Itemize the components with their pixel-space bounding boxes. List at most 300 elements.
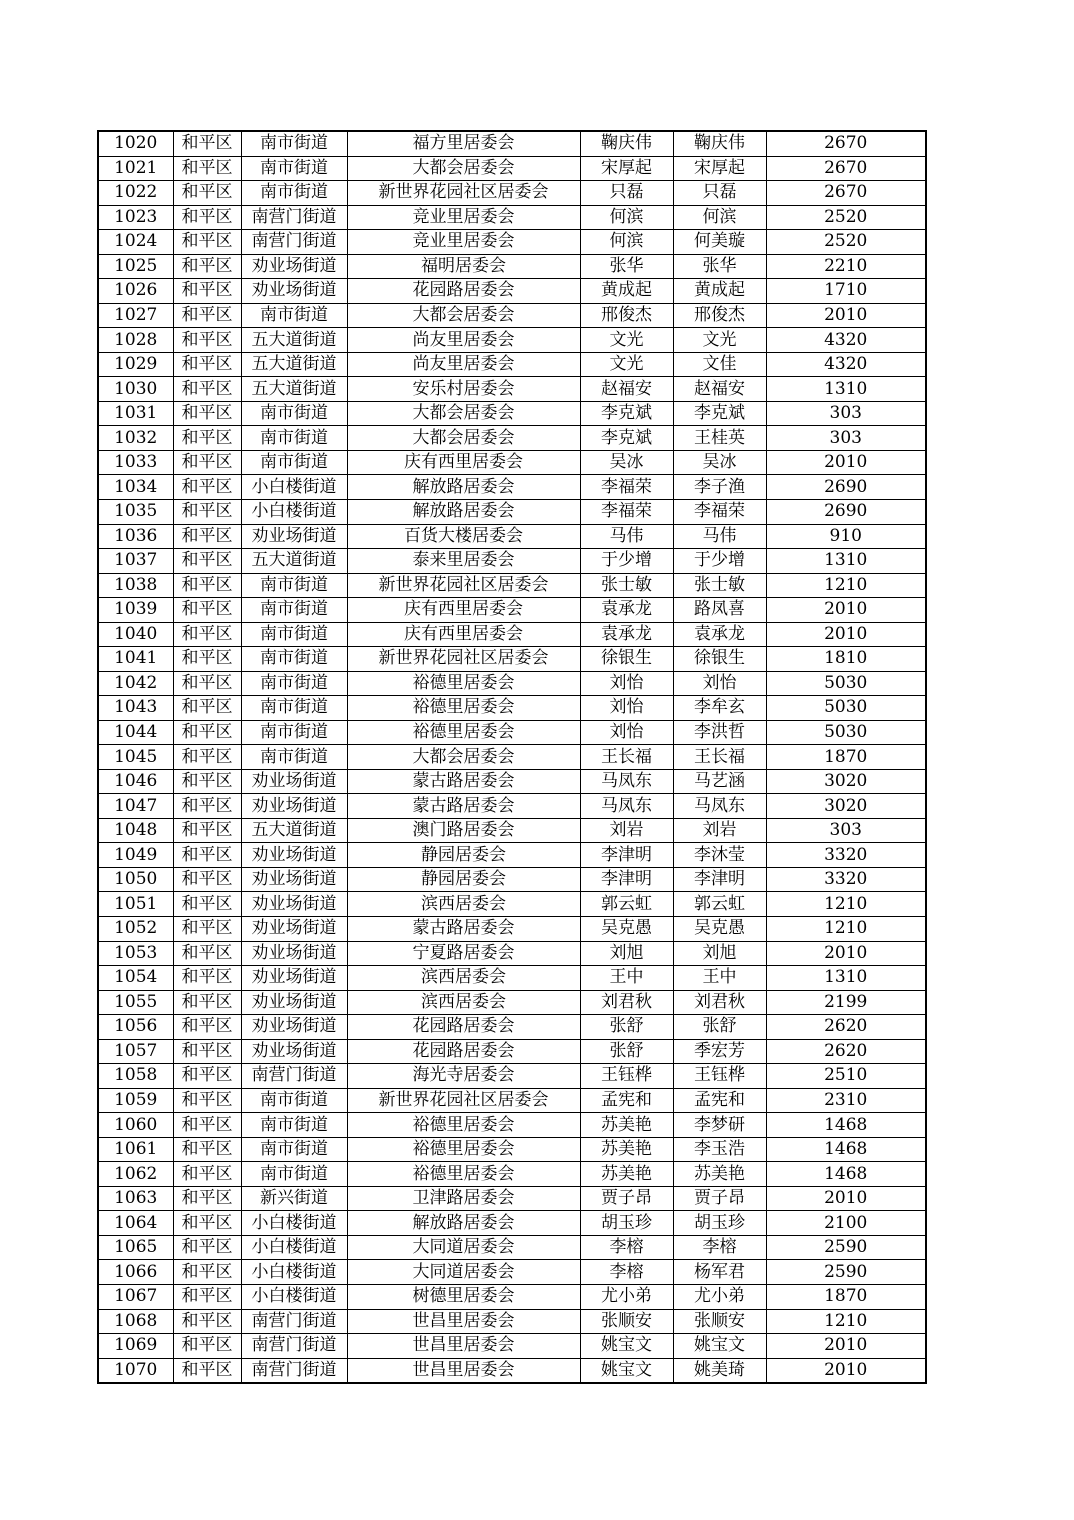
table-row	[98, 254, 926, 279]
member-cell: 尤小弟	[673, 1284, 766, 1309]
street-cell: 南市街道	[241, 450, 347, 475]
table-row	[98, 745, 926, 770]
holder-cell: 苏美艳	[580, 1113, 673, 1138]
committee-cell: 世昌里居委会	[347, 1334, 580, 1359]
row-number-cell: 1023	[98, 205, 173, 230]
street-cell: 五大道街道	[241, 377, 347, 402]
district-cell: 和平区	[173, 622, 241, 647]
district-cell: 和平区	[173, 1334, 241, 1359]
district-cell: 和平区	[173, 1088, 241, 1113]
row-number-cell: 1035	[98, 499, 173, 524]
member-cell: 刘怡	[673, 671, 766, 696]
row-number-cell: 1051	[98, 892, 173, 917]
table-row	[98, 892, 926, 917]
amount-cell: 2010	[766, 598, 926, 623]
member-cell: 李玉浩	[673, 1137, 766, 1162]
amount-cell: 3020	[766, 794, 926, 819]
district-cell: 和平区	[173, 1162, 241, 1187]
table-row	[98, 941, 926, 966]
table-row	[98, 966, 926, 991]
district-cell: 和平区	[173, 917, 241, 942]
row-number-cell: 1033	[98, 450, 173, 475]
street-cell: 南市街道	[241, 647, 347, 672]
holder-cell: 张士敏	[580, 573, 673, 598]
amount-cell: 3320	[766, 843, 926, 868]
district-cell: 和平区	[173, 1137, 241, 1162]
member-cell: 郭云虹	[673, 892, 766, 917]
committee-cell: 大都会居委会	[347, 156, 580, 181]
holder-cell: 李津明	[580, 867, 673, 892]
row-number-cell: 1043	[98, 696, 173, 721]
amount-cell: 2510	[766, 1064, 926, 1089]
row-number-cell: 1034	[98, 475, 173, 500]
table-row	[98, 1039, 926, 1064]
street-cell: 小白楼街道	[241, 1211, 347, 1236]
district-cell: 和平区	[173, 499, 241, 524]
holder-cell: 马凤东	[580, 794, 673, 819]
committee-cell: 泰来里居委会	[347, 549, 580, 574]
amount-cell: 5030	[766, 696, 926, 721]
district-cell: 和平区	[173, 205, 241, 230]
holder-cell: 姚宝文	[580, 1358, 673, 1383]
holder-cell: 袁承龙	[580, 622, 673, 647]
street-cell: 劝业场街道	[241, 892, 347, 917]
row-number-cell: 1062	[98, 1162, 173, 1187]
district-cell: 和平区	[173, 377, 241, 402]
amount-cell: 910	[766, 524, 926, 549]
street-cell: 劝业场街道	[241, 524, 347, 549]
committee-cell: 福方里居委会	[347, 131, 580, 156]
table-body	[98, 131, 926, 1383]
district-cell: 和平区	[173, 867, 241, 892]
district-cell: 和平区	[173, 303, 241, 328]
row-number-cell: 1055	[98, 990, 173, 1015]
table-row	[98, 1088, 926, 1113]
district-cell: 和平区	[173, 450, 241, 475]
street-cell: 小白楼街道	[241, 1284, 347, 1309]
holder-cell: 徐银生	[580, 647, 673, 672]
member-cell: 李子渔	[673, 475, 766, 500]
member-cell: 马艺涵	[673, 769, 766, 794]
street-cell: 南营门街道	[241, 1064, 347, 1089]
committee-cell: 竞业里居委会	[347, 205, 580, 230]
row-number-cell: 1059	[98, 1088, 173, 1113]
member-cell: 于少增	[673, 549, 766, 574]
table-row	[98, 401, 926, 426]
amount-cell: 5030	[766, 671, 926, 696]
row-number-cell: 1047	[98, 794, 173, 819]
row-number-cell: 1036	[98, 524, 173, 549]
amount-cell: 2620	[766, 1039, 926, 1064]
amount-cell: 2210	[766, 254, 926, 279]
row-number-cell: 1042	[98, 671, 173, 696]
street-cell: 劝业场街道	[241, 917, 347, 942]
street-cell: 南市街道	[241, 131, 347, 156]
amount-cell: 2590	[766, 1235, 926, 1260]
committee-cell: 蒙古路居委会	[347, 794, 580, 819]
street-cell: 劝业场街道	[241, 990, 347, 1015]
amount-cell: 2590	[766, 1260, 926, 1285]
row-number-cell: 1054	[98, 966, 173, 991]
amount-cell: 1210	[766, 1309, 926, 1334]
committee-cell: 卫津路居委会	[347, 1186, 580, 1211]
member-cell: 王中	[673, 966, 766, 991]
amount-cell: 2670	[766, 156, 926, 181]
row-number-cell: 1021	[98, 156, 173, 181]
street-cell: 南市街道	[241, 303, 347, 328]
table-row	[98, 377, 926, 402]
street-cell: 劝业场街道	[241, 279, 347, 304]
row-number-cell: 1028	[98, 328, 173, 353]
member-cell: 何美璇	[673, 230, 766, 255]
holder-cell: 邢俊杰	[580, 303, 673, 328]
amount-cell: 2690	[766, 499, 926, 524]
holder-cell: 姚宝文	[580, 1334, 673, 1359]
committee-cell: 花园路居委会	[347, 1015, 580, 1040]
table-row	[98, 622, 926, 647]
table-row	[98, 131, 926, 156]
street-cell: 南市街道	[241, 573, 347, 598]
street-cell: 南营门街道	[241, 1358, 347, 1383]
district-cell: 和平区	[173, 1235, 241, 1260]
member-cell: 姚宝文	[673, 1334, 766, 1359]
district-cell: 和平区	[173, 1284, 241, 1309]
amount-cell: 2010	[766, 1186, 926, 1211]
holder-cell: 袁承龙	[580, 598, 673, 623]
table-row	[98, 279, 926, 304]
row-number-cell: 1067	[98, 1284, 173, 1309]
holder-cell: 马凤东	[580, 769, 673, 794]
committee-cell: 百货大楼居委会	[347, 524, 580, 549]
street-cell: 南市街道	[241, 426, 347, 451]
row-number-cell: 1045	[98, 745, 173, 770]
member-cell: 李榕	[673, 1235, 766, 1260]
committee-cell: 裕德里居委会	[347, 1113, 580, 1138]
holder-cell: 只磊	[580, 181, 673, 206]
street-cell: 南市街道	[241, 696, 347, 721]
member-cell: 李津明	[673, 867, 766, 892]
member-cell: 胡玉珍	[673, 1211, 766, 1236]
row-number-cell: 1026	[98, 279, 173, 304]
table-row	[98, 499, 926, 524]
table-row	[98, 1064, 926, 1089]
street-cell: 南市街道	[241, 401, 347, 426]
district-cell: 和平区	[173, 843, 241, 868]
member-cell: 李克斌	[673, 401, 766, 426]
district-cell: 和平区	[173, 524, 241, 549]
amount-cell: 303	[766, 426, 926, 451]
committee-cell: 滨西居委会	[347, 966, 580, 991]
table-row	[98, 156, 926, 181]
district-cell: 和平区	[173, 598, 241, 623]
amount-cell: 2690	[766, 475, 926, 500]
member-cell: 马凤东	[673, 794, 766, 819]
member-cell: 刘君秋	[673, 990, 766, 1015]
committee-cell: 海光寺居委会	[347, 1064, 580, 1089]
member-cell: 路凤喜	[673, 598, 766, 623]
member-cell: 吴克愚	[673, 917, 766, 942]
district-cell: 和平区	[173, 818, 241, 843]
table-row	[98, 1137, 926, 1162]
street-cell: 劝业场街道	[241, 966, 347, 991]
member-cell: 李梦研	[673, 1113, 766, 1138]
district-cell: 和平区	[173, 352, 241, 377]
amount-cell: 2670	[766, 181, 926, 206]
table-row	[98, 769, 926, 794]
member-cell: 苏美艳	[673, 1162, 766, 1187]
holder-cell: 张华	[580, 254, 673, 279]
row-number-cell: 1070	[98, 1358, 173, 1383]
row-number-cell: 1027	[98, 303, 173, 328]
district-cell: 和平区	[173, 794, 241, 819]
holder-cell: 鞠庆伟	[580, 131, 673, 156]
holder-cell: 刘怡	[580, 720, 673, 745]
member-cell: 刘岩	[673, 818, 766, 843]
amount-cell: 1310	[766, 966, 926, 991]
district-cell: 和平区	[173, 1358, 241, 1383]
table-row	[98, 990, 926, 1015]
row-number-cell: 1046	[98, 769, 173, 794]
table-row	[98, 1162, 926, 1187]
row-number-cell: 1044	[98, 720, 173, 745]
street-cell: 南市街道	[241, 156, 347, 181]
row-number-cell: 1041	[98, 647, 173, 672]
table-row	[98, 328, 926, 353]
row-number-cell: 1053	[98, 941, 173, 966]
street-cell: 五大道街道	[241, 328, 347, 353]
committee-cell: 庆有西里居委会	[347, 598, 580, 623]
row-number-cell: 1061	[98, 1137, 173, 1162]
amount-cell: 1810	[766, 647, 926, 672]
street-cell: 劝业场街道	[241, 1015, 347, 1040]
holder-cell: 王长福	[580, 745, 673, 770]
district-cell: 和平区	[173, 230, 241, 255]
row-number-cell: 1056	[98, 1015, 173, 1040]
committee-cell: 蒙古路居委会	[347, 769, 580, 794]
holder-cell: 刘怡	[580, 696, 673, 721]
district-cell: 和平区	[173, 549, 241, 574]
holder-cell: 张顺安	[580, 1309, 673, 1334]
street-cell: 南营门街道	[241, 230, 347, 255]
table-row	[98, 1358, 926, 1383]
committee-cell: 安乐村居委会	[347, 377, 580, 402]
row-number-cell: 1020	[98, 131, 173, 156]
district-cell: 和平区	[173, 1113, 241, 1138]
amount-cell: 2010	[766, 450, 926, 475]
amount-cell: 1468	[766, 1137, 926, 1162]
committee-cell: 裕德里居委会	[347, 1137, 580, 1162]
committee-cell: 裕德里居委会	[347, 1162, 580, 1187]
committee-cell: 静园居委会	[347, 867, 580, 892]
holder-cell: 吴冰	[580, 450, 673, 475]
committee-cell: 解放路居委会	[347, 1211, 580, 1236]
amount-cell: 1468	[766, 1162, 926, 1187]
committee-cell: 裕德里居委会	[347, 671, 580, 696]
member-cell: 鞠庆伟	[673, 131, 766, 156]
committee-cell: 世昌里居委会	[347, 1358, 580, 1383]
member-cell: 何滨	[673, 205, 766, 230]
data-table	[97, 130, 927, 1384]
table-row	[98, 181, 926, 206]
committee-cell: 滨西居委会	[347, 990, 580, 1015]
holder-cell: 孟宪和	[580, 1088, 673, 1113]
committee-cell: 庆有西里居委会	[347, 450, 580, 475]
holder-cell: 李福荣	[580, 499, 673, 524]
holder-cell: 赵福安	[580, 377, 673, 402]
row-number-cell: 1057	[98, 1039, 173, 1064]
district-cell: 和平区	[173, 1064, 241, 1089]
holder-cell: 王钰桦	[580, 1064, 673, 1089]
holder-cell: 于少增	[580, 549, 673, 574]
street-cell: 劝业场街道	[241, 867, 347, 892]
amount-cell: 4320	[766, 328, 926, 353]
district-cell: 和平区	[173, 181, 241, 206]
district-cell: 和平区	[173, 401, 241, 426]
row-number-cell: 1024	[98, 230, 173, 255]
member-cell: 宋厚起	[673, 156, 766, 181]
member-cell: 文光	[673, 328, 766, 353]
district-cell: 和平区	[173, 941, 241, 966]
holder-cell: 马伟	[580, 524, 673, 549]
table-row	[98, 475, 926, 500]
committee-cell: 花园路居委会	[347, 1039, 580, 1064]
amount-cell: 2010	[766, 622, 926, 647]
committee-cell: 静园居委会	[347, 843, 580, 868]
row-number-cell: 1022	[98, 181, 173, 206]
district-cell: 和平区	[173, 1211, 241, 1236]
district-cell: 和平区	[173, 720, 241, 745]
amount-cell: 5030	[766, 720, 926, 745]
holder-cell: 苏美艳	[580, 1137, 673, 1162]
holder-cell: 郭云虹	[580, 892, 673, 917]
street-cell: 劝业场街道	[241, 843, 347, 868]
street-cell: 南市街道	[241, 181, 347, 206]
amount-cell: 2010	[766, 303, 926, 328]
row-number-cell: 1052	[98, 917, 173, 942]
street-cell: 南市街道	[241, 1113, 347, 1138]
table-row	[98, 1211, 926, 1236]
committee-cell: 世昌里居委会	[347, 1309, 580, 1334]
committee-cell: 澳门路居委会	[347, 818, 580, 843]
row-number-cell: 1040	[98, 622, 173, 647]
street-cell: 劝业场街道	[241, 769, 347, 794]
member-cell: 杨军君	[673, 1260, 766, 1285]
street-cell: 新兴街道	[241, 1186, 347, 1211]
committee-cell: 新世界花园社区居委会	[347, 647, 580, 672]
amount-cell: 3020	[766, 769, 926, 794]
street-cell: 劝业场街道	[241, 794, 347, 819]
amount-cell: 2199	[766, 990, 926, 1015]
row-number-cell: 1048	[98, 818, 173, 843]
table-row	[98, 524, 926, 549]
member-cell: 王长福	[673, 745, 766, 770]
amount-cell: 2010	[766, 941, 926, 966]
street-cell: 南市街道	[241, 745, 347, 770]
table-row	[98, 818, 926, 843]
holder-cell: 李榕	[580, 1235, 673, 1260]
district-cell: 和平区	[173, 1309, 241, 1334]
member-cell: 只磊	[673, 181, 766, 206]
committee-cell: 新世界花园社区居委会	[347, 1088, 580, 1113]
member-cell: 袁承龙	[673, 622, 766, 647]
holder-cell: 李津明	[580, 843, 673, 868]
member-cell: 李福荣	[673, 499, 766, 524]
street-cell: 南市街道	[241, 720, 347, 745]
committee-cell: 庆有西里居委会	[347, 622, 580, 647]
table-row	[98, 696, 926, 721]
member-cell: 王桂英	[673, 426, 766, 451]
committee-cell: 解放路居委会	[347, 475, 580, 500]
table-row	[98, 573, 926, 598]
committee-cell: 花园路居委会	[347, 279, 580, 304]
street-cell: 五大道街道	[241, 352, 347, 377]
member-cell: 文佳	[673, 352, 766, 377]
holder-cell: 张舒	[580, 1015, 673, 1040]
amount-cell: 303	[766, 818, 926, 843]
street-cell: 五大道街道	[241, 818, 347, 843]
committee-cell: 大都会居委会	[347, 745, 580, 770]
holder-cell: 宋厚起	[580, 156, 673, 181]
committee-cell: 裕德里居委会	[347, 720, 580, 745]
district-cell: 和平区	[173, 1186, 241, 1211]
table-row	[98, 352, 926, 377]
table-row	[98, 230, 926, 255]
holder-cell: 刘旭	[580, 941, 673, 966]
table-row	[98, 843, 926, 868]
row-number-cell: 1063	[98, 1186, 173, 1211]
member-cell: 邢俊杰	[673, 303, 766, 328]
street-cell: 小白楼街道	[241, 1235, 347, 1260]
table-row	[98, 303, 926, 328]
row-number-cell: 1032	[98, 426, 173, 451]
district-cell: 和平区	[173, 328, 241, 353]
member-cell: 赵福安	[673, 377, 766, 402]
holder-cell: 何滨	[580, 230, 673, 255]
row-number-cell: 1066	[98, 1260, 173, 1285]
committee-cell: 蒙古路居委会	[347, 917, 580, 942]
amount-cell: 1870	[766, 1284, 926, 1309]
table-row	[98, 1186, 926, 1211]
member-cell: 马伟	[673, 524, 766, 549]
amount-cell: 3320	[766, 867, 926, 892]
row-number-cell: 1058	[98, 1064, 173, 1089]
street-cell: 南市街道	[241, 1137, 347, 1162]
committee-cell: 尚友里居委会	[347, 352, 580, 377]
street-cell: 南市街道	[241, 1162, 347, 1187]
district-cell: 和平区	[173, 671, 241, 696]
holder-cell: 尤小弟	[580, 1284, 673, 1309]
district-cell: 和平区	[173, 1015, 241, 1040]
table-row	[98, 671, 926, 696]
committee-cell: 大都会居委会	[347, 401, 580, 426]
table-row	[98, 1235, 926, 1260]
row-number-cell: 1030	[98, 377, 173, 402]
street-cell: 南营门街道	[241, 1334, 347, 1359]
district-cell: 和平区	[173, 131, 241, 156]
committee-cell: 大都会居委会	[347, 426, 580, 451]
table-row	[98, 426, 926, 451]
amount-cell: 2010	[766, 1334, 926, 1359]
committee-cell: 宁夏路居委会	[347, 941, 580, 966]
table-row	[98, 1284, 926, 1309]
holder-cell: 李克斌	[580, 401, 673, 426]
holder-cell: 文光	[580, 352, 673, 377]
district-cell: 和平区	[173, 1260, 241, 1285]
committee-cell: 竞业里居委会	[347, 230, 580, 255]
committee-cell: 大同道居委会	[347, 1235, 580, 1260]
committee-cell: 福明居委会	[347, 254, 580, 279]
district-cell: 和平区	[173, 990, 241, 1015]
